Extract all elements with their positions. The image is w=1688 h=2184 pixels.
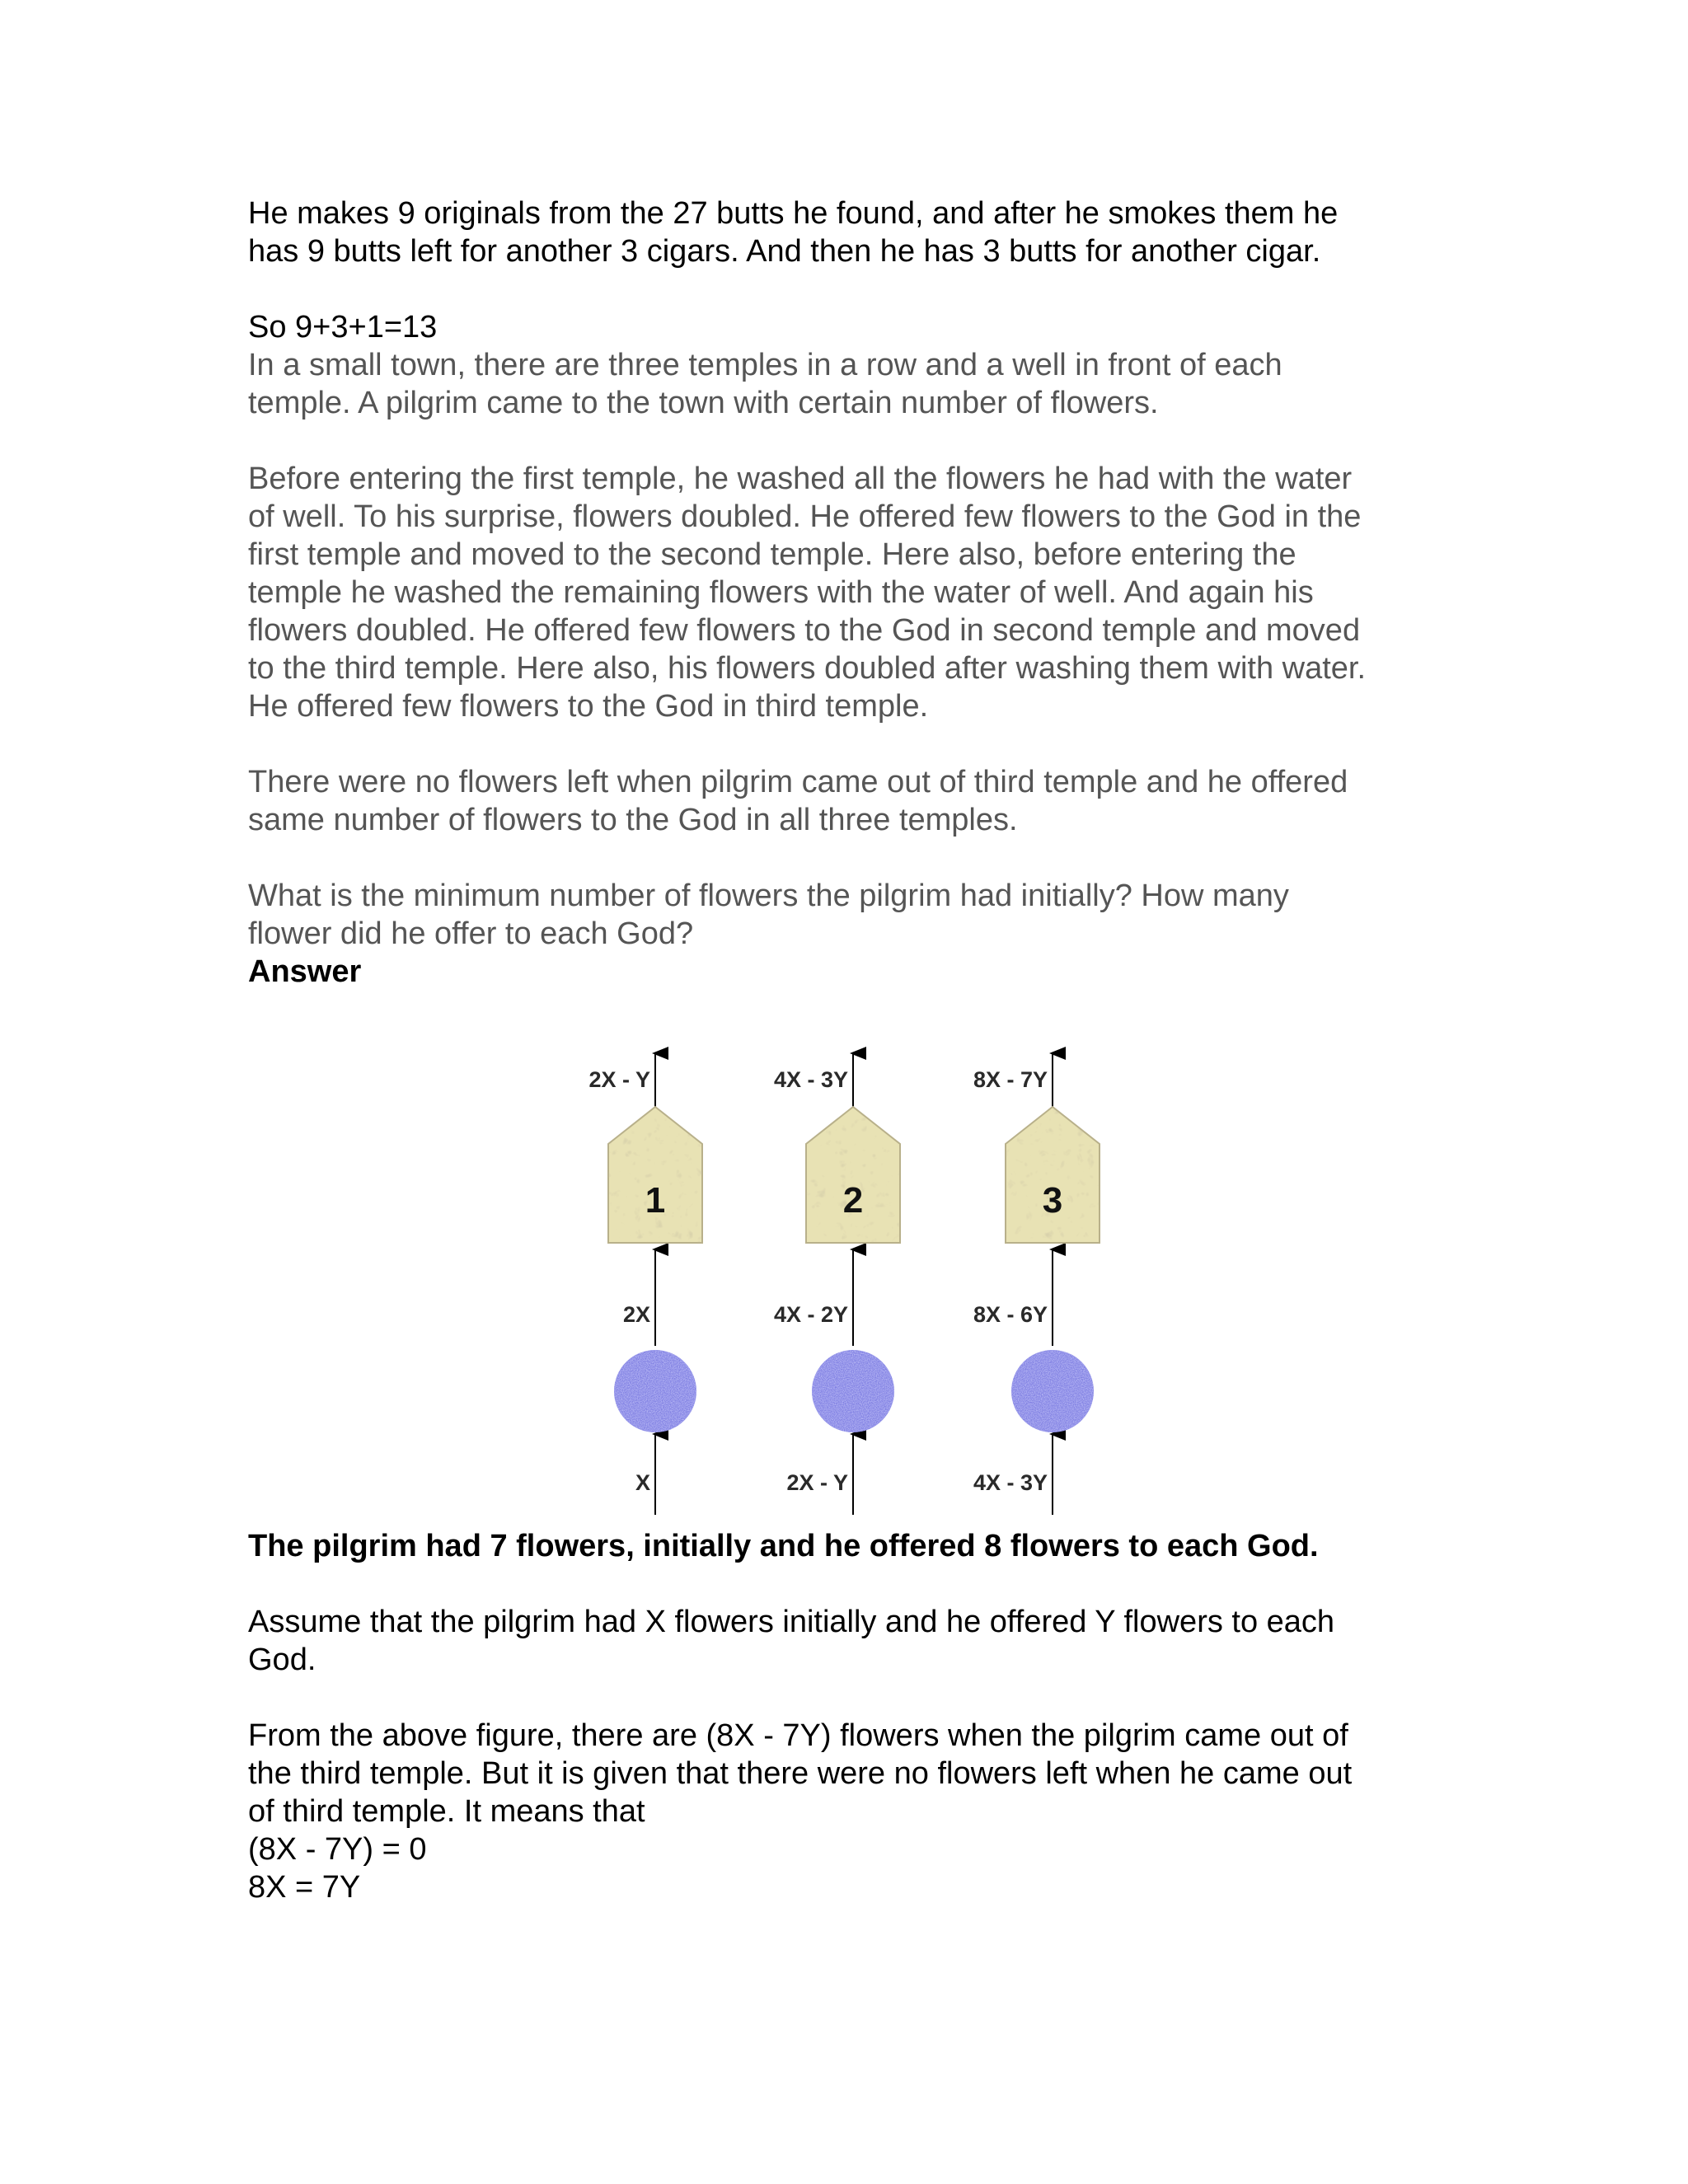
well-1-texture: [614, 1350, 696, 1432]
label-after-temple: 8X - 7Y: [973, 1067, 1048, 1092]
paragraph-answer-summary: The pilgrim had 7 flowers, initially and he offered 8 flowers to each God.: [248, 1529, 1319, 1563]
paragraph-cigar-sum: So 9+3+1=13: [248, 310, 438, 344]
temple-column-1: [588, 1053, 702, 1515]
equation-2: 8X = 7Y: [248, 1870, 361, 1905]
temple-column-3: [973, 1053, 1100, 1515]
label-after-temple: 4X - 3Y: [773, 1067, 848, 1092]
temple-3-texture: [1006, 1107, 1100, 1243]
temple-2-texture: [806, 1107, 900, 1243]
paragraph-puzzle-story: Before entering the first temple, he washed all the flowers he had with the water of well. To his surprise, flowers doubled. He offered few flowers to the God in the first temple and moved to the second temple. Here also, before entering the temple he washed the remaining flowers with the water of well. And again his flowers doubled. He offered few flowers to the God in second temple and moved to the third temple. Here also, his flowers doubled after washing them with water. He offered few flowers to the God in third temple.: [248, 462, 1367, 724]
paragraph-puzzle-condition: There were no flowers left when pilgrim came out of third temple and he offered same number of flowers to the God in all three temples.: [248, 765, 1348, 837]
well-3-texture: [1011, 1350, 1094, 1432]
label-after-temple: 2X - Y: [588, 1067, 650, 1092]
temples-wells-diagram: [560, 1045, 1137, 1523]
label-before-well: X: [635, 1470, 650, 1495]
paragraph-assumption: Assume that the pilgrim had X flowers initially and he offered Y flowers to each God.: [248, 1605, 1335, 1677]
temple-number: 1: [645, 1180, 666, 1221]
answer-heading: Answer: [248, 954, 362, 989]
label-before-well: 4X - 3Y: [973, 1470, 1048, 1495]
temple-1-texture: [608, 1107, 702, 1243]
well-2-texture: [812, 1350, 894, 1432]
label-before-well: 2X - Y: [786, 1470, 848, 1495]
label-after-well: 4X - 2Y: [773, 1302, 848, 1327]
paragraph-puzzle-question: What is the minimum number of flowers the pilgrim had initially? How many flower did he offer to each God?: [248, 879, 1289, 951]
paragraph-cigar-explanation: He makes 9 originals from the 27 butts he found, and after he smokes them he has 9 butts left for another 3 cigars. And then he has 3 butts for another cigar.: [248, 196, 1339, 269]
temple-number: 2: [842, 1180, 864, 1221]
paragraph-derivation: From the above figure, there are (8X - 7Y) flowers when the pilgrim came out of the third temple. But it is given that there were no flowers left when he came out of third temple. It means that: [248, 1718, 1353, 1829]
diagram-canvas: [560, 1045, 1137, 1523]
equation-1: (8X - 7Y) = 0: [248, 1832, 427, 1867]
paragraph-puzzle-intro: In a small town, there are three temples in a row and a well in front of each temple. A pilgrim came to the town with certain number of flowers.: [248, 348, 1282, 420]
temple-column-2: [774, 1053, 900, 1515]
temple-number: 3: [1042, 1180, 1063, 1221]
label-after-well: 8X - 6Y: [973, 1302, 1048, 1327]
label-after-well: 2X: [622, 1302, 650, 1327]
